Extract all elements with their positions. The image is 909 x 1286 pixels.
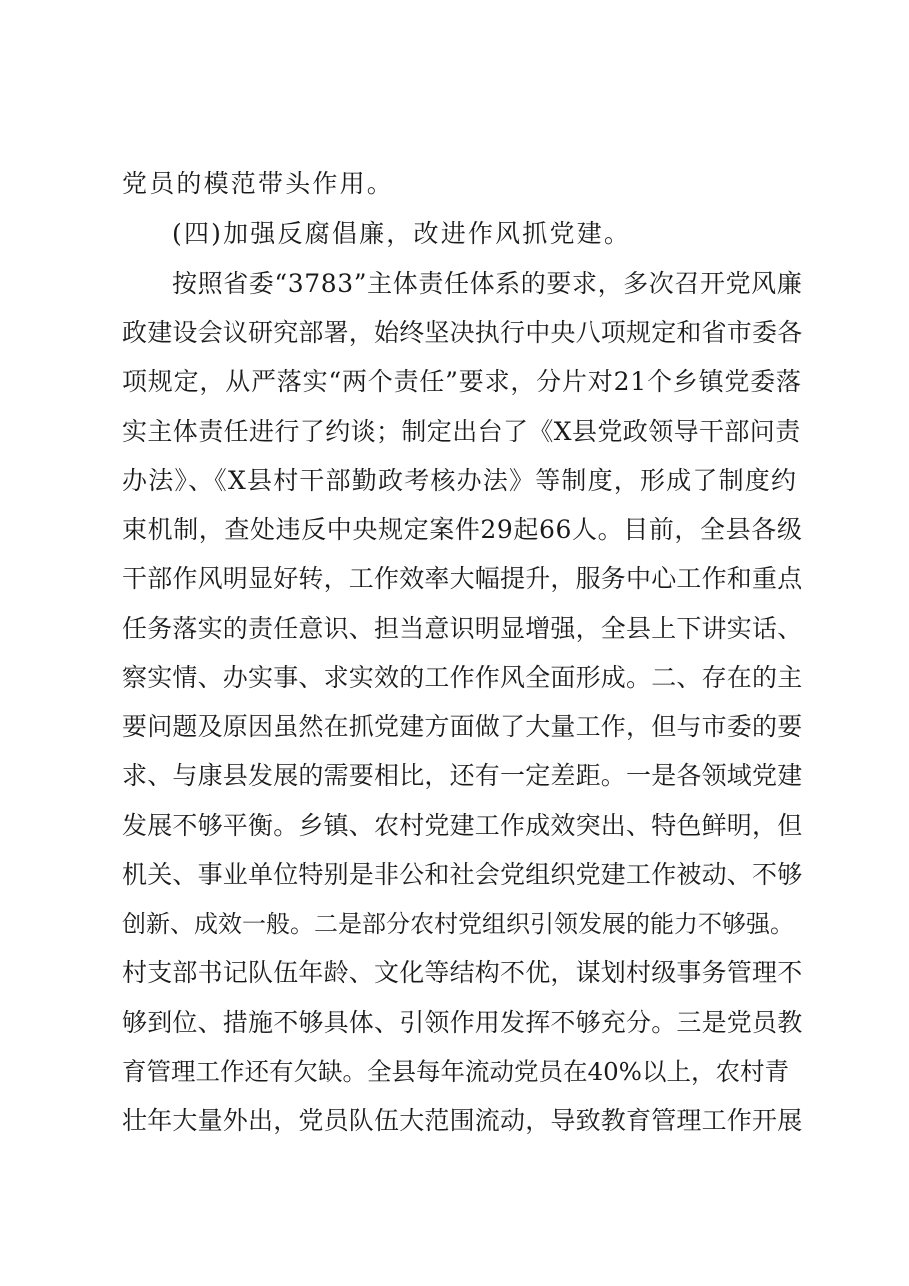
- text-line-15: 机关、事业单位特别是非公和社会党组织党建工作被动、不够: [122, 860, 803, 889]
- text-line-14: 发展不够平衡。乡镇、农村党建工作成效突出、特色鲜明，但: [122, 811, 803, 840]
- text-line-12: 要问题及原因虽然在抓党建方面做了大量工作，但与市委的要: [122, 712, 803, 741]
- text-line-9: 干部作风明显好转，工作效率大幅提升，服务中心工作和重点: [122, 564, 803, 593]
- text-line-3: 按照省委“3783”主体责任体系的要求，多次召开党风廉: [172, 269, 803, 298]
- text-line-8: 束机制，查处违反中央规定案件29起66人。目前，全县各级: [122, 515, 803, 544]
- text-line-4: 政建设会议研究部署，始终坚决执行中央八项规定和省市委各: [122, 318, 803, 347]
- text-line-16: 创新、成效一般。二是部分农村党组织引领发展的能力不够强。: [122, 910, 794, 938]
- text-line-13: 求、与康县发展的需要相比，还有一定差距。一是各领域党建: [122, 761, 803, 790]
- text-line-19: 育管理工作还有欠缺。全县每年流动党员在40%以上，农村青: [122, 1057, 789, 1086]
- text-line-18: 够到位、措施不够具体、引领作用发挥不够充分。三是党员教: [122, 1008, 803, 1037]
- text-line-10: 任务落实的责任意识、担当意识明显增强，全县上下讲实话、: [122, 614, 803, 643]
- text-line-11: 察实情、办实事、求实效的工作作风全面形成。二、存在的主: [122, 663, 803, 692]
- text-line-1: 党员的模范带头作用。: [122, 169, 395, 198]
- text-line-5: 项规定，从严落实“两个责任”要求，分片对21个乡镇党委落: [122, 367, 802, 396]
- text-line-20: 壮年大量外出，党员队伍大范围流动，导致教育管理工作开展: [122, 1106, 803, 1135]
- section-heading-4: (四)加强反腐倡廉，改进作风抓党建。: [172, 219, 632, 248]
- text-line-17: 村支部书记队伍年龄、文化等结构不优，谋划村级事务管理不: [122, 958, 803, 987]
- text-line-6: 实主体责任进行了约谈；制定出台了《X县党政领导干部问责: [122, 417, 801, 446]
- text-line-7: 办法》、《X县村干部勤政考核办法》等制度，形成了制度约: [122, 466, 798, 495]
